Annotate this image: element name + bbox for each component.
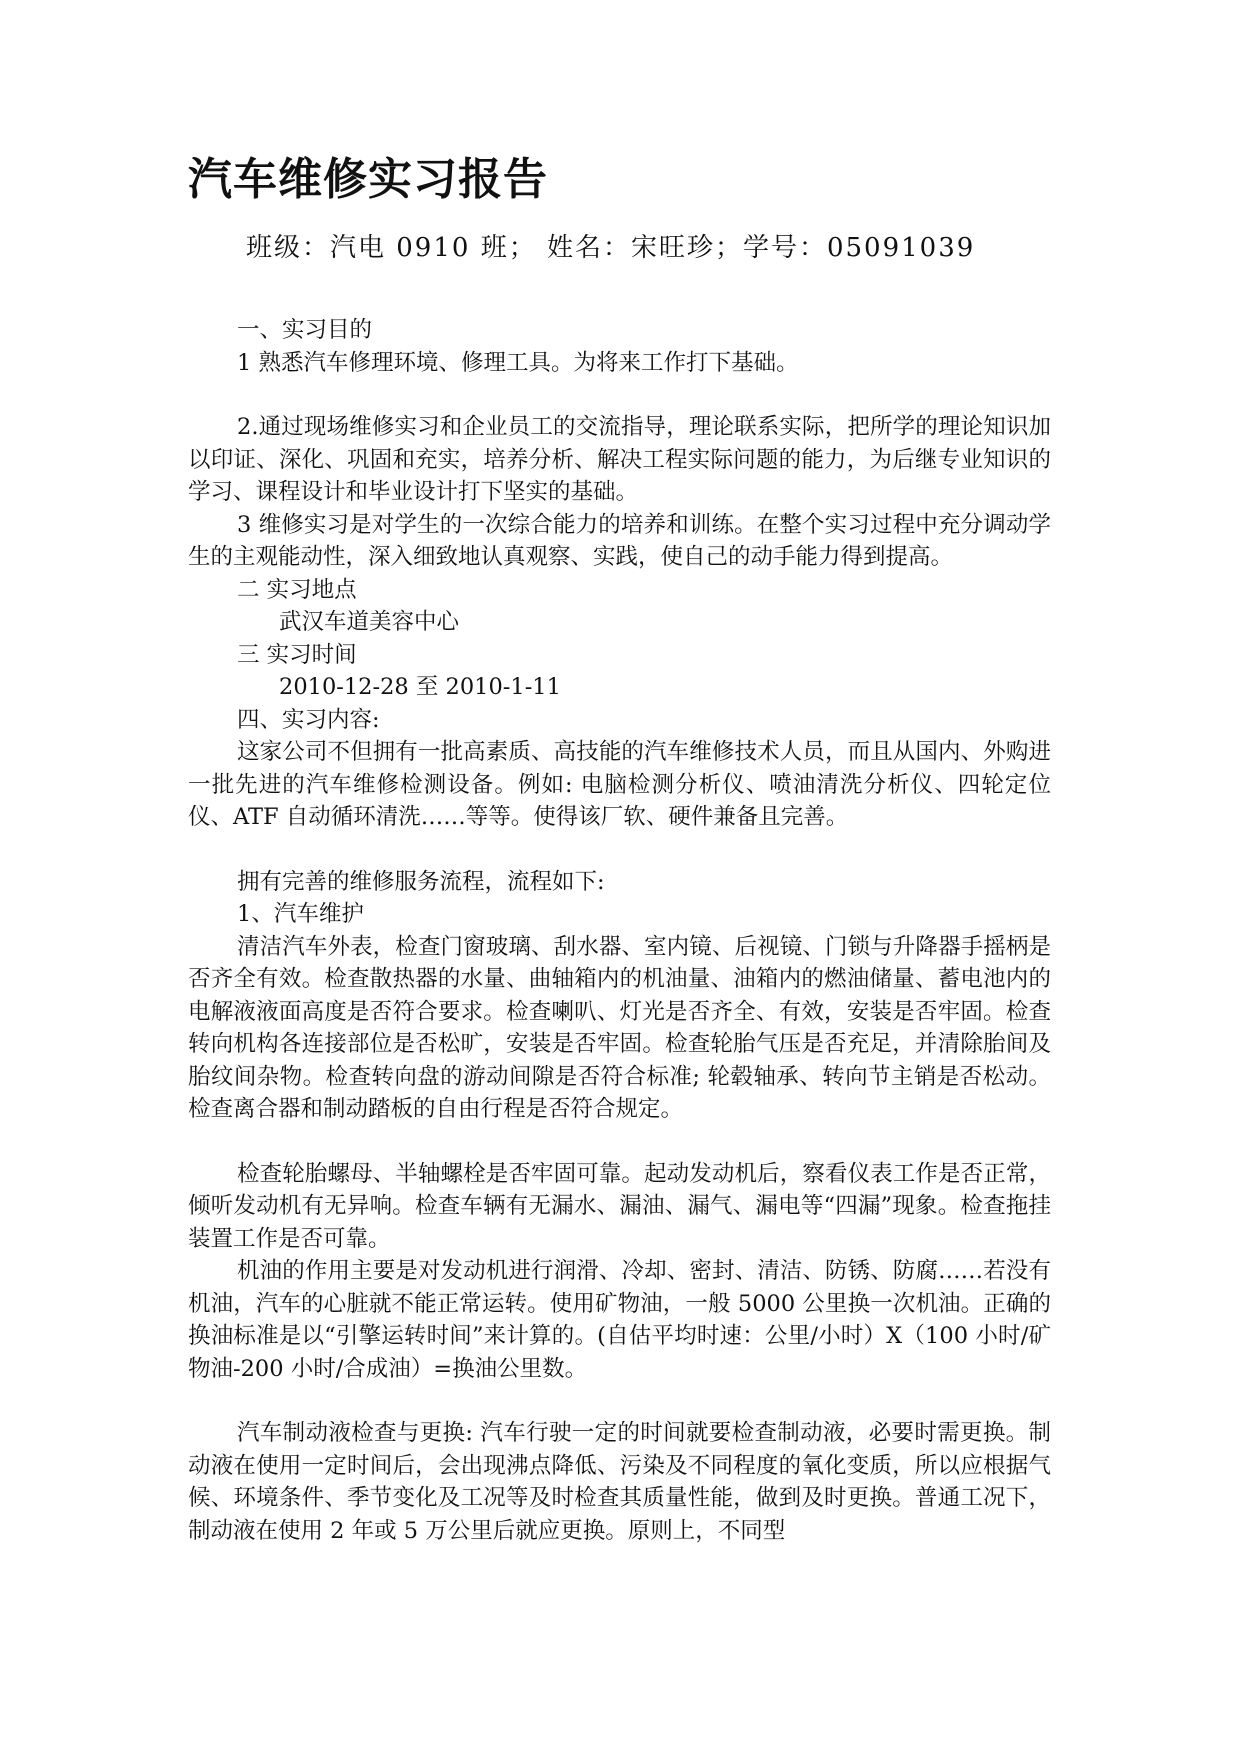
location-value: 武汉车道美容中心 bbox=[279, 609, 460, 635]
paragraph: 2.通过现场维修实习和企业员工的交流指导，理论联系实际，把所学的理论知识加以印证、深化、巩固和充实，培养分析、解决工程实际问题的能力，为后继专业知识的学习、课程设计和毕业设计打下坚实的基础。 bbox=[188, 414, 1051, 505]
paragraph: 汽车制动液检查与更换: 汽车行驶一定的时间就要检查制动液，必要时需更换。制动液在使用一定时间后，会出现沸点降低、污染及不同程度的氧化变质，所以应根据气候、环境条件、季节变化及工况等及时检查其质量性能，做到及时更换。普通工况下，制动液在使用 2 年或 5 万公里后就应更换。原则上，不同型 bbox=[188, 1420, 1051, 1544]
paragraph: 1 熟悉汽车修理环境、修理工具。为将来工作打下基础。 bbox=[237, 349, 799, 376]
paragraph-gap bbox=[188, 379, 1051, 411]
paragraph: 这家公司不但拥有一批高素质、高技能的汽车维修技术人员，而且从国内、外购进一批先进的汽车维修检测设备。例如: 电脑检测分析仪、喷油清洗分析仪、四轮定位仪、ATF 自动循环清洗……等等。使得该厂软、硬件兼备且完善。 bbox=[188, 739, 1051, 830]
section-heading-time: 三 实习时间 bbox=[237, 641, 357, 668]
paragraph: 拥有完善的维修服务流程，流程如下: bbox=[237, 868, 605, 895]
paragraph: 机油的作用主要是对发动机进行润滑、冷却、密封、清洁、防锈、防腐……若没有机油，汽车的心脏就不能正常运转。使用矿物油，一般 5000 公里换一次机油。正确的换油标准是以“引擎运转时间”来计算的。(自估平均时速：公里/小时）X（100 小时/矿物油-200 小时/合成油）=换油公里数。 bbox=[188, 1258, 1051, 1382]
subsection-heading: 1、汽车维护 bbox=[237, 901, 364, 927]
paragraph: 3 维修实习是对学生的一次综合能力的培养和训练。在整个实习过程中充分调动学生的主观能动性，深入细致地认真观察、实践，使自己的动手能力得到提高。 bbox=[188, 511, 1051, 570]
paragraph: 检查轮胎螺母、半轴螺栓是否牢固可靠。起动发动机后，察看仪表工作是否正常，倾听发动机有无异响。检查车辆有无漏水、漏油、漏气、漏电等“四漏”现象。检查拖挂装置工作是否可靠。 bbox=[188, 1160, 1051, 1252]
paragraph: 清洁汽车外表，检查门窗玻璃、刮水器、室内镜、后视镜、门锁与升降器手摇柄是否齐全有效。检查散热器的水量、曲轴箱内的机油量、油箱内的燃油储量、蓄电池内的电解液液面高度是否符合要求。检查喇叭、灯光是否齐全、有效，安装是否牢固。检查转向机构各连接部位是否松旷，安装是否牢固。检查轮胎气压是否充足，并清除胎间及胎纹间杂物。检查转向盘的游动间隙是否符合标准; 轮毂轴承、转向节主销是否松动。检查离合器和制动踏板的自由行程是否符合规定。 bbox=[188, 933, 1051, 1122]
time-value: 2010-12-28 至 2010-1-11 bbox=[279, 674, 561, 700]
section-heading-purpose: 一、实习目的 bbox=[237, 317, 373, 343]
paragraph-gap bbox=[188, 834, 1051, 866]
section-heading-location: 二 实习地点 bbox=[237, 576, 357, 603]
paragraph-gap bbox=[188, 1385, 1051, 1417]
document-title: 汽车维修实习报告 bbox=[188, 154, 548, 205]
paragraph-gap bbox=[188, 1126, 1051, 1158]
document-body bbox=[188, 314, 1051, 1547]
student-info-line: 班级：汽电 0910 班； 姓名：宋旺珍；学号：05091039 bbox=[246, 233, 976, 263]
section-heading-content: 四、实习内容: bbox=[237, 706, 380, 733]
